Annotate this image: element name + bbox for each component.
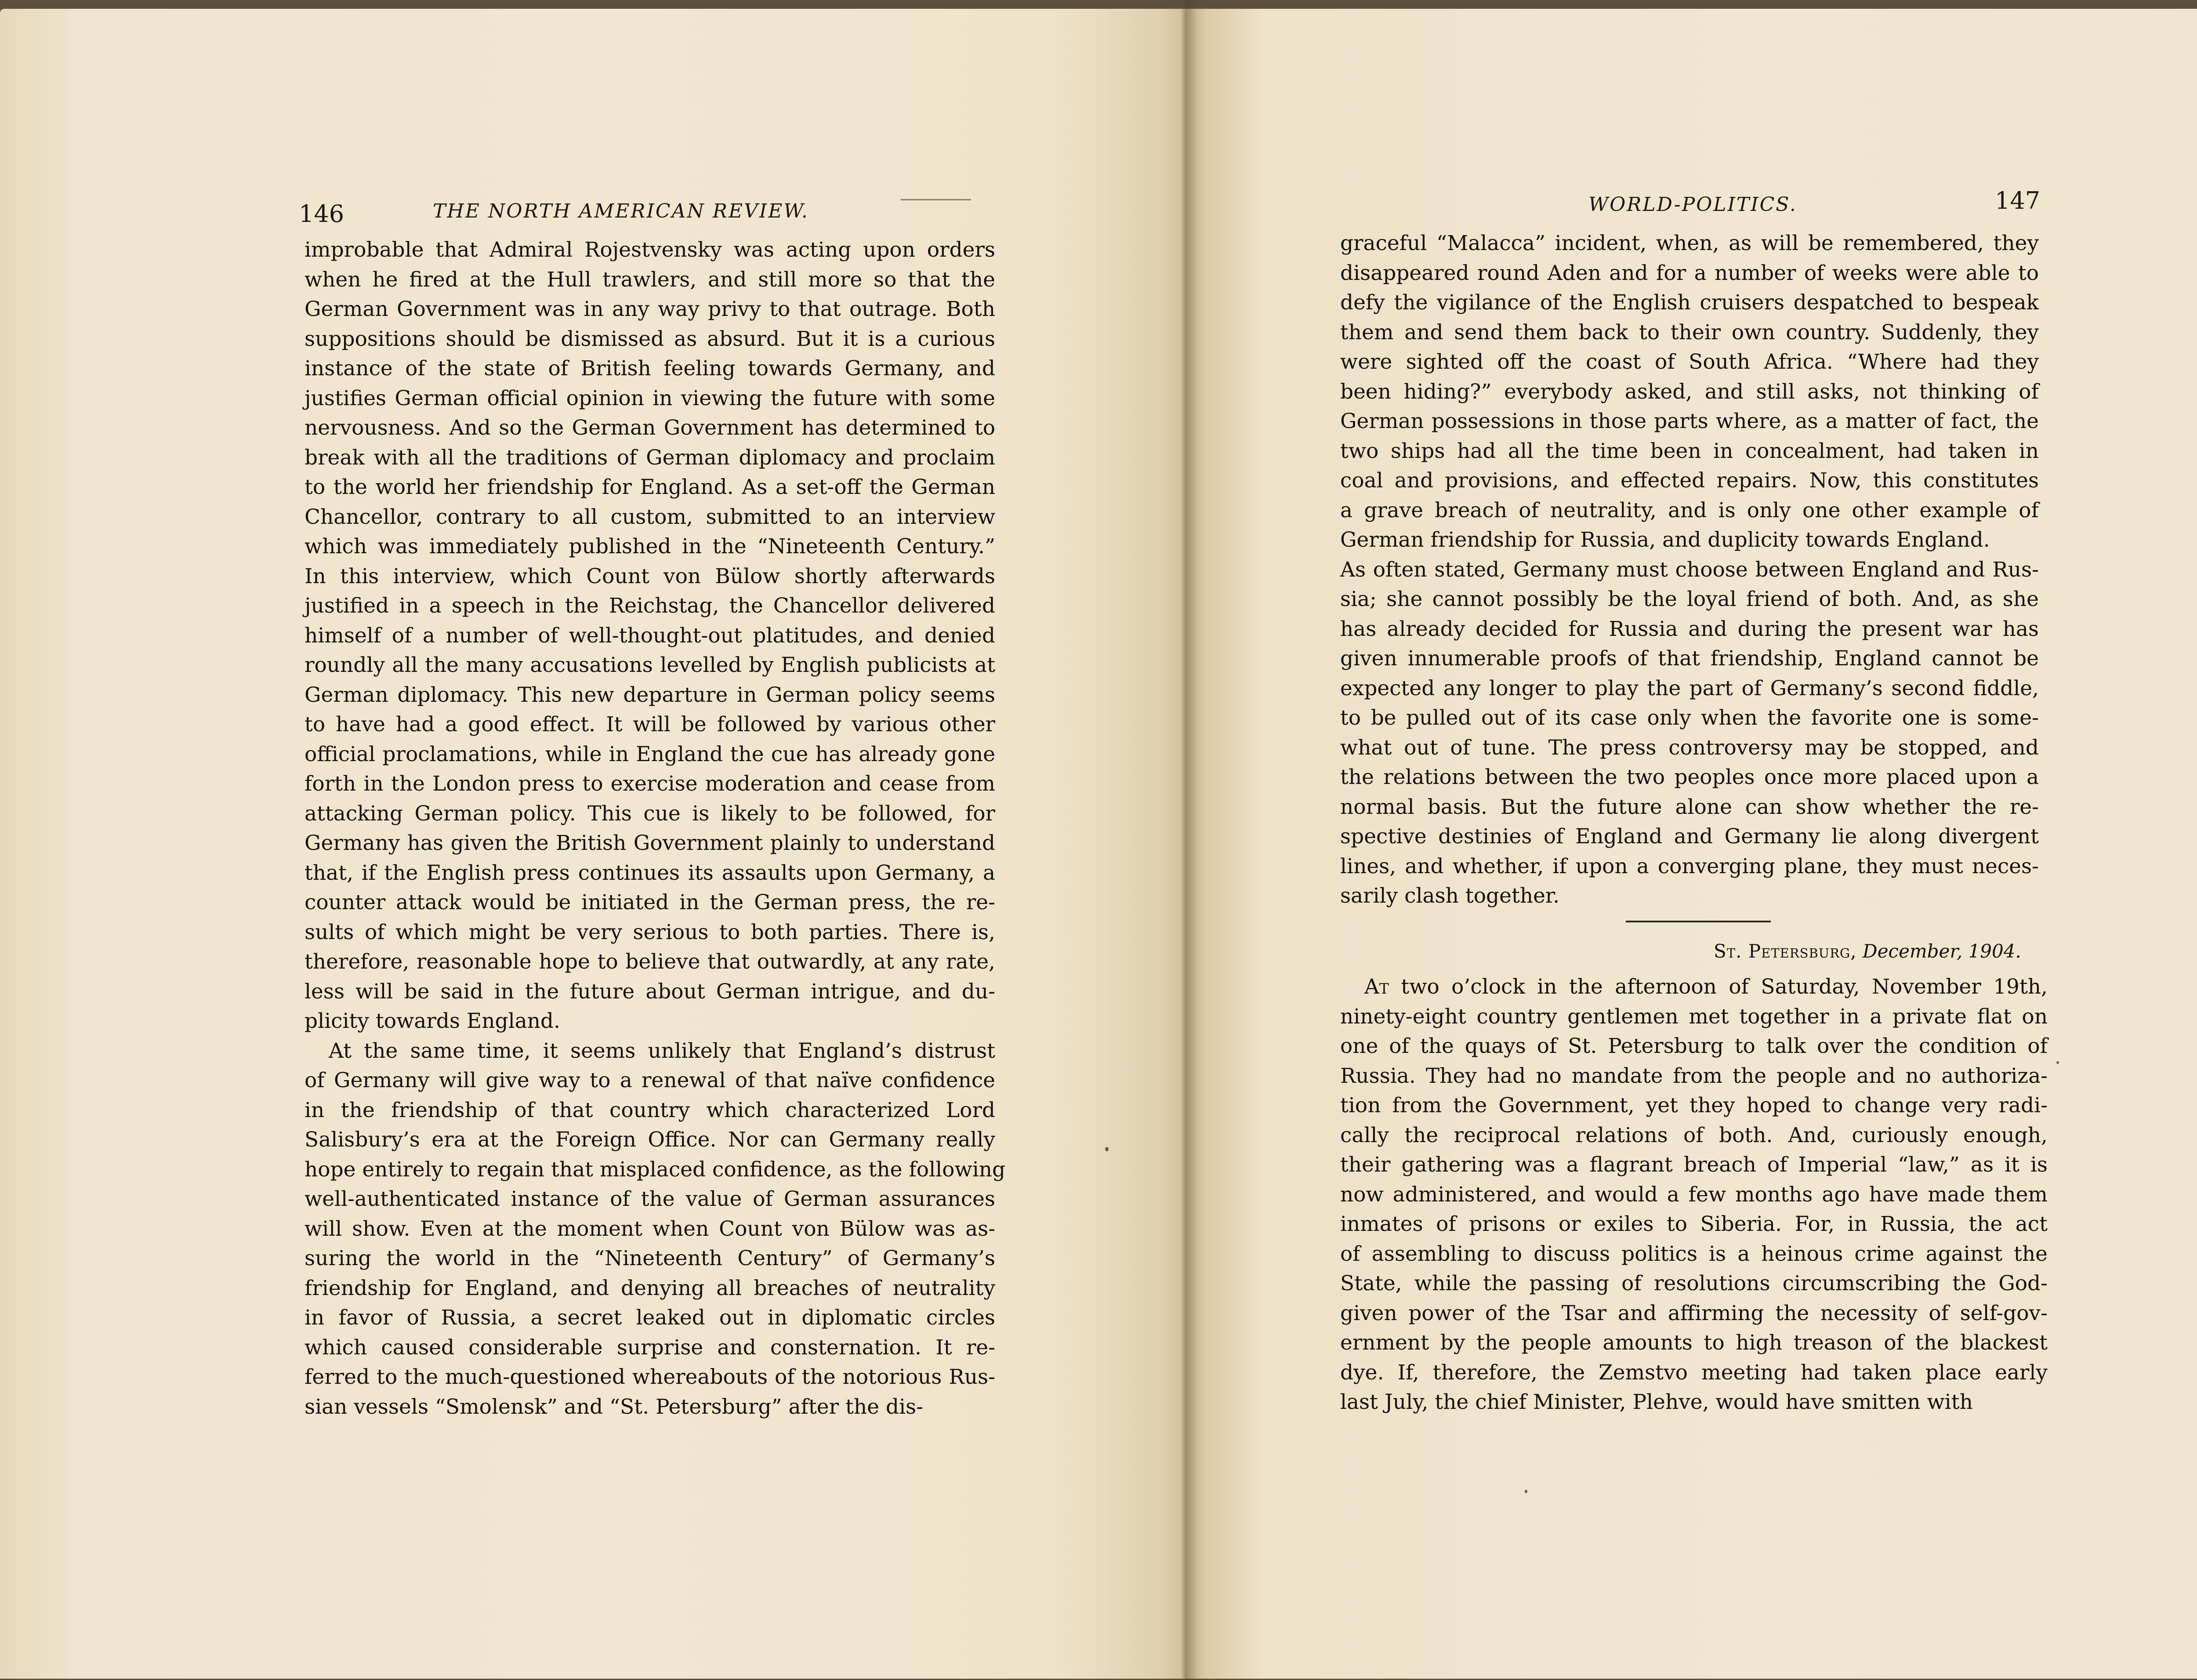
right-text-column-upper xyxy=(1340,229,2039,911)
text-line: less will be said in the future about German intrigue, and du- xyxy=(305,979,995,1004)
text-line: them and send them back to their own country. Suddenly, they xyxy=(1340,320,2039,345)
text-line: In this interview, which Count von Bülow shortly afterwards xyxy=(305,564,995,588)
text-line: when he fired at the Hull trawlers, and still more so that the xyxy=(305,267,995,292)
text-line: lines, and whether, if upon a converging plane, they must neces- xyxy=(1340,854,2039,878)
text-line: in the friendship of that country which characterized Lord xyxy=(305,1098,995,1122)
right-page-number: 147 xyxy=(1995,187,2041,214)
paper-speck xyxy=(1525,1490,1527,1493)
text-line: roundly all the many accusations levelled by English publicists at xyxy=(305,653,995,677)
right-text-lines-lower xyxy=(1340,1002,2048,1417)
text-line: of Germany will give way to a renewal of that naïve confidence xyxy=(305,1068,995,1092)
text-line: sia; she cannot possibly be the loyal friend of both. And, as she xyxy=(1340,587,2039,611)
right-running-head: WORLD-POLITICS. xyxy=(1588,193,1797,216)
text-line: that, if the English press continues its assaults upon Germany, a xyxy=(305,860,995,885)
book-gutter xyxy=(1185,0,1198,1680)
text-line: expected any longer to play the part of Germany’s second fiddle, xyxy=(1340,676,2039,700)
text-line: cally the reciprocal relations of both. And, curiously enough, xyxy=(1340,1123,2048,1147)
text-line: given innumerable proofs of that friendship, England cannot be xyxy=(1340,646,2039,671)
text-line: As often stated, Germany must choose between England and Rus- xyxy=(1340,557,2039,582)
dateline xyxy=(1714,940,2021,962)
text-line: coal and provisions, and effected repairs. Now, this constitutes xyxy=(1340,468,2039,493)
text-line: forth in the London press to exercise moderation and cease from xyxy=(305,772,995,796)
text-line: their gathering was a flagrant breach of Imperial “law,” as it is xyxy=(1340,1153,2048,1177)
text-line xyxy=(1340,972,2048,1002)
text-line: hope entirely to regain that misplaced confidence, as the following xyxy=(305,1157,1006,1182)
text-line: the relations between the two peoples once more placed upon a xyxy=(1340,765,2039,789)
text-line: therefore, reasonable hope to believe that outwardly, at any rate, xyxy=(305,950,995,974)
text-line: break with all the traditions of German diplomacy and proclaim xyxy=(305,445,995,470)
text-line: to have had a good effect. It will be followed by various other xyxy=(305,712,995,737)
text-line: graceful “Malacca” incident, when, as will be remembered, they xyxy=(1340,231,2039,255)
right-text-column-lower xyxy=(1340,972,2048,1417)
paper-speck xyxy=(1105,1147,1109,1151)
text-line: will show. Even at the moment when Count von Bülow was as- xyxy=(305,1216,995,1241)
text-line: what out of tune. The press controversy may be stopped, and xyxy=(1340,735,2039,760)
paper-speck xyxy=(2056,1061,2059,1064)
text-line: justifies German official opinion in viewing the future with some xyxy=(305,386,995,410)
dateline-date: December, 1904. xyxy=(1862,940,2021,962)
text-line: instance of the state of British feeling towards Germany, and xyxy=(305,356,995,381)
text-line: German Government was in any way privy to that outrage. Both xyxy=(305,297,995,321)
text-line: been hiding?” everybody asked, and still asks, not thinking of xyxy=(1340,379,2039,404)
text-line: At the same time, it seems unlikely that England’s distrust xyxy=(329,1038,995,1063)
text-line: were sighted off the coast of South Africa. “Where had they xyxy=(1340,350,2039,374)
text-line: to be pulled out of its case only when the favorite one is some- xyxy=(1340,706,2039,730)
text-line: one of the quays of St. Petersburg to talk over the condition of xyxy=(1340,1034,2048,1058)
text-line: of assembling to discuss politics is a heinous crime against the xyxy=(1340,1241,2048,1266)
first-line-rest: two o’clock in the afternoon of Saturday, November 19th, xyxy=(1389,975,2048,999)
text-line: suring the world in the “Nineteenth Century” of Germany’s xyxy=(305,1246,995,1270)
dateline-place: St. Petersburg, xyxy=(1714,940,1857,962)
text-line: Russia. They had no mandate from the people and no authoriza- xyxy=(1340,1063,2048,1088)
text-line: nervousness. And so the German Government has determined to xyxy=(305,416,995,440)
text-line: ferred to the much-questioned whereabouts of the notorious Rus- xyxy=(305,1365,995,1389)
left-page-number: 146 xyxy=(299,200,344,228)
text-line: sults of which might be very serious to both parties. There is, xyxy=(305,920,995,944)
text-line: a grave breach of neutrality, and is only one other example of xyxy=(1340,498,2039,523)
text-line: German diplomacy. This new departure in German policy seems xyxy=(305,682,995,707)
text-line: disappeared round Aden and for a number of weeks were able to xyxy=(1340,261,2039,285)
text-line: justified in a speech in the Reichstag, the Chancellor delivered xyxy=(305,594,995,618)
text-line: ernment by the people amounts to high treason of the blackest xyxy=(1340,1331,2048,1355)
text-line: friendship for England, and denying all breaches of neutrality xyxy=(305,1276,995,1300)
text-line: German possessions in those parts where, as a matter of fact, the xyxy=(1340,409,2039,433)
text-line: plicity towards England. xyxy=(305,1009,560,1033)
text-line: spective destinies of England and Germany lie along divergent xyxy=(1340,824,2039,849)
text-line: well-authenticated instance of the value of German assurances xyxy=(305,1187,995,1211)
drop-word: At xyxy=(1364,975,1389,999)
text-line: which caused considerable surprise and consternation. It re- xyxy=(305,1335,995,1360)
text-line: which was immediately published in the “Nineteenth Century.” xyxy=(305,534,995,559)
text-line: dye. If, therefore, the Zemstvo meeting had taken place early xyxy=(1340,1360,2048,1385)
text-line: sarily clash together. xyxy=(1340,884,1560,908)
text-line: improbable that Admiral Rojestvensky was acting upon orders xyxy=(305,238,995,262)
text-line: himself of a number of well-thought-out platitudes, and denied xyxy=(305,623,995,648)
text-line: counter attack would be initiated in the German press, the re- xyxy=(305,890,995,914)
text-line: Salisbury’s era at the Foreign Office. Nor can Germany really xyxy=(305,1128,995,1152)
text-line: last July, the chief Minister, Plehve, would have smitten with xyxy=(1340,1390,1973,1414)
text-line: to the world her friendship for England. As a set-off the German xyxy=(305,475,995,499)
text-line: official proclamations, while in England the cue has already gone xyxy=(305,742,995,766)
text-line: defy the vigilance of the English cruisers despatched to bespeak xyxy=(1340,290,2039,315)
left-running-head: THE NORTH AMERICAN REVIEW. xyxy=(433,200,809,222)
text-line: ninety-eight country gentlemen met together in a private flat on xyxy=(1340,1004,2048,1029)
header-mark xyxy=(901,199,971,200)
text-line: two ships had all the time been in concealment, had taken in xyxy=(1340,439,2039,463)
text-line: suppositions should be dismissed as absurd. But it is a curious xyxy=(305,327,995,351)
section-divider xyxy=(1626,921,1771,922)
text-line: German friendship for Russia, and duplicity towards England. xyxy=(1340,528,1990,552)
text-line: State, while the passing of resolutions circumscribing the God- xyxy=(1340,1271,2048,1295)
left-text-column xyxy=(305,235,1006,1422)
text-line: normal basis. But the future alone can show whether the re- xyxy=(1340,795,2039,819)
text-line: given power of the Tsar and affirming the necessity of self-gov- xyxy=(1340,1301,2048,1325)
text-line: tion from the Government, yet they hoped to change very radi- xyxy=(1340,1093,2048,1118)
text-line: now administered, and would a few months ago have made them xyxy=(1340,1182,2048,1207)
text-line: attacking German policy. This cue is likely to be followed, for xyxy=(305,801,995,826)
text-line: sian vessels “Smolensk” and “St. Petersburg” after the dis- xyxy=(305,1394,924,1419)
text-line: Germany has given the British Government plainly to understand xyxy=(305,831,995,855)
text-line: Chancellor, contrary to all custom, submitted to an interview xyxy=(305,504,995,529)
text-line: has already decided for Russia and during the present war has xyxy=(1340,617,2039,641)
text-line: inmates of prisons or exiles to Siberia. For, in Russia, the act xyxy=(1340,1212,2048,1236)
text-line: in favor of Russia, a secret leaked out in diplomatic circles xyxy=(305,1306,995,1330)
